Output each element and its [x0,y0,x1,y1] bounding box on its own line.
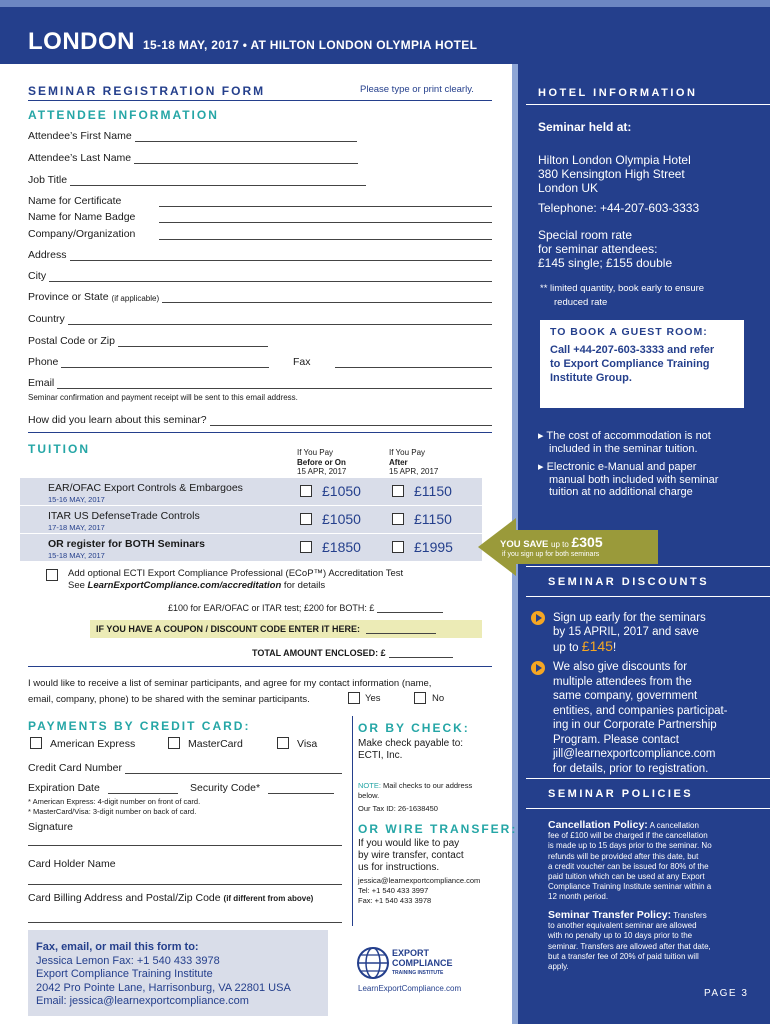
cancel-line3: refunds will be provided after this date, but [548,851,699,861]
mail-to-title: Fax, email, or mail this form to: [36,941,199,953]
hotel-info-title: HOTEL INFORMATION [538,87,698,99]
fax-field[interactable] [293,356,492,368]
amex-label: American Express [50,738,136,750]
policies-bottom-rule [526,808,770,809]
you-save-arrow [478,518,658,576]
wire-line1: If you would like to pay [358,838,460,849]
country-label: Country [28,313,65,325]
expiration-input-line[interactable] [108,783,178,794]
coupon-input-line[interactable] [366,623,436,634]
postal-label: Postal Code or Zip [28,335,115,347]
early-header-date: 15 APR, 2017 [297,467,347,476]
seminar-date: 15-18 MAY, 2017 [48,551,105,560]
payment-divider [352,716,353,926]
phone-label: Phone [28,356,59,368]
province-field[interactable] [28,291,492,303]
badge-name-field[interactable] [28,211,492,223]
event-subtitle: 15-18 MAY, 2017 • AT HILTON LONDON OLYMPIA HOTEL [143,38,478,52]
billing-label-text: Card Billing Address and Postal/Zip Code [28,892,221,904]
d2-line3: same company, government [553,690,698,702]
mastercard-checkbox[interactable] [168,737,180,749]
save-text: YOU SAVE [500,539,549,550]
save-up-to: up to [551,540,569,549]
d1-up-to: up to [553,642,582,654]
d2-line8: for details, prior to registration. [553,762,709,775]
share-no-label: No [432,693,445,704]
transfer-line4: but a transfer fee of 20% of paid tuition will [548,951,699,961]
policies-title: SEMINAR POLICIES [548,788,694,800]
d1-line2: by 15 APRIL, 2017 and save [553,626,699,638]
late-column-header [389,448,438,477]
header-title [28,28,477,56]
d1-end: ! [612,642,617,654]
hotel-title-rule [526,104,770,105]
signature-label: Signature [28,821,73,833]
hotel-city: London UK [538,181,599,195]
address-input-line[interactable] [70,250,492,261]
book-room-title: TO BOOK A GUEST ROOM: [550,326,708,338]
share-yes-checkbox[interactable] [348,692,360,704]
transfer-line1: to another equivalent seminar are allowed [548,921,697,931]
early-price: £1050 [322,511,361,527]
globe-icon [356,946,390,980]
postal-input-line[interactable] [118,336,268,347]
bullet-icon: ▸ [538,461,547,473]
seminar-name: OR register for BOTH Seminars [48,538,205,550]
card-number-label: Credit Card Number [28,762,122,774]
wire-contact [358,876,480,906]
form-instruction: Please type or print clearly. [360,84,474,95]
certificate-name-input-line[interactable] [159,196,492,207]
ecop-fee-input-line[interactable] [377,602,443,613]
province-input-line[interactable] [162,292,492,303]
transfer-line2: with no penalty up to 10 days prior to the [548,931,693,941]
share-yes-label: Yes [365,693,381,704]
late-price: £1150 [414,483,452,499]
held-at-label: Seminar held at: [538,120,632,134]
bullet2-line1: Electronic e-Manual and paper [546,461,697,473]
ecop-line2 [68,580,403,592]
early-header-top: If You Pay [297,448,334,457]
cancel-line5: paid tuition which can be used at any Export [548,872,705,882]
arrow-bullet-icon [531,611,545,625]
share-no-checkbox[interactable] [414,692,426,704]
discounts-bottom-rule [526,596,770,597]
first-name-field[interactable] [28,130,357,142]
security-code-notes [28,797,200,817]
late-price: £1995 [414,539,453,555]
city-label: City [28,270,47,282]
wire-tel: Tel: +1 540 433 3997 [358,886,429,895]
coupon-field[interactable] [96,623,436,634]
room-rate-line3: £145 single; £155 double [538,256,673,270]
ecop-see: See [68,580,88,591]
book-line2: to Export Compliance Training [550,358,710,370]
room-rate-line1: Special room rate [538,228,633,242]
tuition-row [20,477,482,503]
email-input-line[interactable] [57,378,492,389]
ecop-description [68,568,403,592]
d2-line4: entities, and companies participat- [553,704,728,717]
ecop-link[interactable]: LearnExportCompliance.com/accreditation [87,580,282,591]
cancel-title: Cancellation Policy: [548,819,648,831]
last-name-field[interactable] [28,152,358,164]
first-name-input-line[interactable] [135,131,357,142]
mail-to-email[interactable]: Email: jessica@learnexportcompliance.com [36,995,249,1007]
mail-to-details [36,941,291,1009]
city-title: LONDON [28,28,135,55]
hotel-street: 380 Kensington High Street [538,167,685,181]
tuition-rule [28,432,492,433]
billing-address-label [28,892,313,904]
phone-field[interactable] [28,356,269,368]
tax-id: Our Tax ID: 26-1638450 [358,804,438,813]
fax-label: Fax [293,356,311,368]
discounts-title: SEMINAR DISCOUNTS [548,576,710,588]
ecop-after: for details [281,580,326,591]
late-header-top: If You Pay [389,448,426,457]
limited-line1: ** limited quantity, book early to ensure [540,283,705,294]
badge-name-input-line[interactable] [159,212,492,223]
cancel-line6: Compliance Training Institute seminar within a [548,882,712,892]
late-price: £1150 [414,511,452,527]
province-label: Province or State [28,291,109,303]
d1-amount: £145 [581,638,613,654]
early-column-header [297,448,346,477]
ecop-fee-label: £100 for EAR/OFAC or ITAR test; £200 for BOTH: £ [168,603,375,613]
billing-note: (if different from above) [223,894,314,903]
signature-input-line[interactable] [28,845,342,846]
early-discount [553,611,706,655]
company-input-line[interactable] [159,229,492,240]
card-holder-input-line[interactable] [28,884,342,885]
address-field[interactable] [28,249,492,261]
note-text2: below. [358,791,380,800]
late-price-checkbox[interactable] [392,485,404,497]
logo-line3: TRAINING INSTITUTE [392,970,444,976]
ecop-fee-field[interactable] [168,602,443,613]
card-number-input-line[interactable] [125,763,342,774]
check-payable [358,738,463,762]
phone-input-line[interactable] [61,357,269,368]
security-code-input-line[interactable] [268,783,334,794]
limited-line2: reduced rate [554,297,608,308]
first-name-label: Attendee’s First Name [28,130,132,142]
fax-input-line[interactable] [335,357,492,368]
billing-input-line[interactable] [28,922,342,923]
logo-wordmark [392,948,453,978]
expiration-field[interactable] [28,782,178,794]
hotel-name: Hilton London Olympia Hotel [538,153,691,167]
bullet-icon: ▸ [538,430,547,442]
cancel-line4: a credit voucher can be issued for 80% of the [548,861,709,871]
policies-top-rule [526,778,770,779]
d2-line1: We also give discounts for [553,661,688,673]
d1-line1: Sign up early for the seminars [553,612,706,624]
mc-visa-code-note: * MasterCard/Visa: 3-digit number on back of card. [28,807,197,816]
mastercard-label: MasterCard [188,738,243,750]
tuition-row [20,533,482,559]
book-line3: Institute Group. [550,372,632,384]
check-payable-line2: ECTI, Inc. [358,750,403,761]
room-rate [538,228,672,270]
form-title: SEMINAR REGISTRATION FORM [28,84,266,98]
check-title: OR BY CHECK: [358,721,470,735]
transfer-line0: Transfers [671,911,707,920]
province-note: (if applicable) [111,294,160,303]
cancel-line2: is made up to 15 days prior to the seminar. No [548,841,712,851]
d2-email[interactable]: jill@learnexportcompliance.com [553,748,716,760]
bullet2-line2: manual both included with seminar [549,473,719,486]
address-label: Address [28,249,67,261]
certificate-name-label: Name for Certificate [28,195,122,207]
tuition-table [20,477,482,561]
cancellation-policy [548,820,712,903]
badge-name-label: Name for Name Badge [28,211,136,223]
learn-input-line[interactable] [210,415,492,426]
card-number-field[interactable] [28,762,342,774]
email-note: Seminar confirmation and payment receipt will be sent to this email address. [28,393,298,402]
logo-site[interactable]: LearnExportCompliance.com [358,984,462,993]
ecop-checkbox[interactable] [46,569,58,581]
late-price-checkbox[interactable] [392,513,404,525]
bullet1-line2: included in the seminar tuition. [549,442,698,455]
total-input-line[interactable] [389,647,453,658]
room-rate-line2: for seminar attendees: [538,242,658,256]
note-text1: Mail checks to our address [380,781,473,790]
transfer-policy [548,910,711,972]
visa-label: Visa [297,738,318,750]
wire-line2: by wire transfer, contact [358,850,464,861]
cancel-line0: A cancellation [647,821,699,830]
seminar-date: 15-16 MAY, 2017 [48,495,105,504]
company-label: Company/Organization [28,228,136,240]
total-field[interactable] [252,647,453,658]
early-price: £1050 [322,483,361,499]
d2-line6: Program. Please contact [553,733,679,746]
save-amount-line [500,534,603,550]
early-price-checkbox[interactable] [300,485,312,497]
wire-title: OR WIRE TRANSFER: [358,822,518,836]
expiration-label: Expiration Date [28,782,100,794]
security-code-label: Security Code* [190,782,261,794]
wire-fax: Fax: +1 540 433 3978 [358,896,432,905]
mail-to-address: 2042 Pro Pointe Lane, Harrisonburg, VA 22801 USA [36,981,291,994]
group-discount [553,660,728,776]
logo-line2: COMPLIANCE [392,958,453,968]
wire-instructions [358,838,464,874]
job-title-label: Job Title [28,174,68,186]
book-room-box [540,320,744,408]
wire-email[interactable]: jessica@learnexportcompliance.com [358,876,481,885]
transfer-line5: apply. [548,962,569,972]
share-rule [28,666,492,667]
page-number: PAGE 3 [704,988,749,999]
cancel-line7: 12 month period. [548,892,609,902]
save-note: if you sign up for both seminars [502,551,600,558]
discounts-top-rule [526,566,770,567]
learn-question: How did you learn about this seminar? [28,414,207,426]
wire-line3: us for instructions. [358,862,440,873]
email-label: Email [28,377,55,389]
note-label: NOTE: [358,781,381,790]
postal-field[interactable] [28,335,268,347]
hotel-bullet-1 [538,430,711,455]
logo-line1: EXPORT [392,948,430,958]
transfer-line3: seminar. Transfers are allowed after that date, [548,941,711,951]
city-input-line[interactable] [49,271,492,282]
visa-checkbox[interactable] [277,737,289,749]
tuition-title: TUITION [28,442,90,456]
ecop-line1: Add optional ECTI Export Compliance Professional (ECoP™) Accreditation Test [68,568,404,579]
hotel-telephone: Telephone: +44-207-603-3333 [538,201,700,215]
late-price-checkbox[interactable] [392,541,404,553]
email-field[interactable] [28,377,492,389]
arrow-bullet-icon [531,661,545,675]
learn-field[interactable] [28,414,492,426]
certificate-name-field[interactable] [28,195,492,207]
tuition-row [20,505,482,531]
early-price-checkbox[interactable] [300,513,312,525]
late-header-date: 15 APR, 2017 [389,467,439,476]
credit-card-title: PAYMENTS BY CREDIT CARD: [28,719,251,733]
seminar-name: EAR/OFAC Export Controls & Embargoes [48,482,243,494]
early-price: £1850 [322,539,361,555]
cancel-line1: fee of £100 will be charged if the cancellation [548,831,708,841]
security-code-field[interactable] [190,782,334,794]
early-header-bold: Before or On [297,457,346,467]
country-input-line[interactable] [68,314,492,325]
last-name-label: Attendee’s Last Name [28,152,132,164]
card-holder-label: Card Holder Name [28,858,116,870]
d2-line5: ing in our Corporate Partnership [553,719,717,731]
coupon-label: IF YOU HAVE A COUPON / DISCOUNT CODE ENTER IT HERE: [96,624,361,634]
country-field[interactable] [28,313,492,325]
last-name-input-line[interactable] [134,153,358,164]
late-header-bold: After [389,457,408,467]
seminar-date: 17-18 MAY, 2017 [48,523,105,532]
amex-checkbox[interactable] [30,737,42,749]
check-payable-line1: Make check payable to: [358,738,464,749]
check-mail-note [358,781,472,814]
book-line1: Call +44-207-603-3333 and refer [550,344,715,356]
share-line1: I would like to receive a list of seminar participants, and agree for my contact information (name, [28,678,432,689]
bullet2-line3: tuition at no additional charge [549,486,693,498]
d2-line2: multiple attendees from the [553,675,692,688]
hotel-bullet-2 [538,461,718,499]
attendee-title: ATTENDEE INFORMATION [28,108,219,122]
job-title-field[interactable] [28,174,366,186]
header-stripe [0,0,770,7]
bullet1-line1: The cost of accommodation is not [546,430,711,442]
ecti-logo [356,942,486,1002]
mail-to-org: Export Compliance Training Institute [36,968,213,980]
seminar-name: ITAR US DefenseTrade Controls [48,510,200,522]
save-amount: £305 [571,534,603,550]
mail-to-contact: Jessica Lemon Fax: +1 540 433 3978 [36,954,220,967]
total-label: TOTAL AMOUNT ENCLOSED: £ [252,648,386,658]
transfer-title: Seminar Transfer Policy: [548,909,672,921]
limited-note [540,282,704,310]
form-title-rule [28,100,492,101]
amex-code-note: * American Express: 4-digit number on front of card. [28,797,201,806]
hotel-address [538,153,691,195]
job-title-input-line[interactable] [70,175,366,186]
city-field[interactable] [28,270,492,282]
early-price-checkbox[interactable] [300,541,312,553]
book-room-instructions [550,343,734,385]
company-field[interactable] [28,228,492,240]
share-line2: email, company, phone) to be shared with the seminar participants. [28,694,310,705]
